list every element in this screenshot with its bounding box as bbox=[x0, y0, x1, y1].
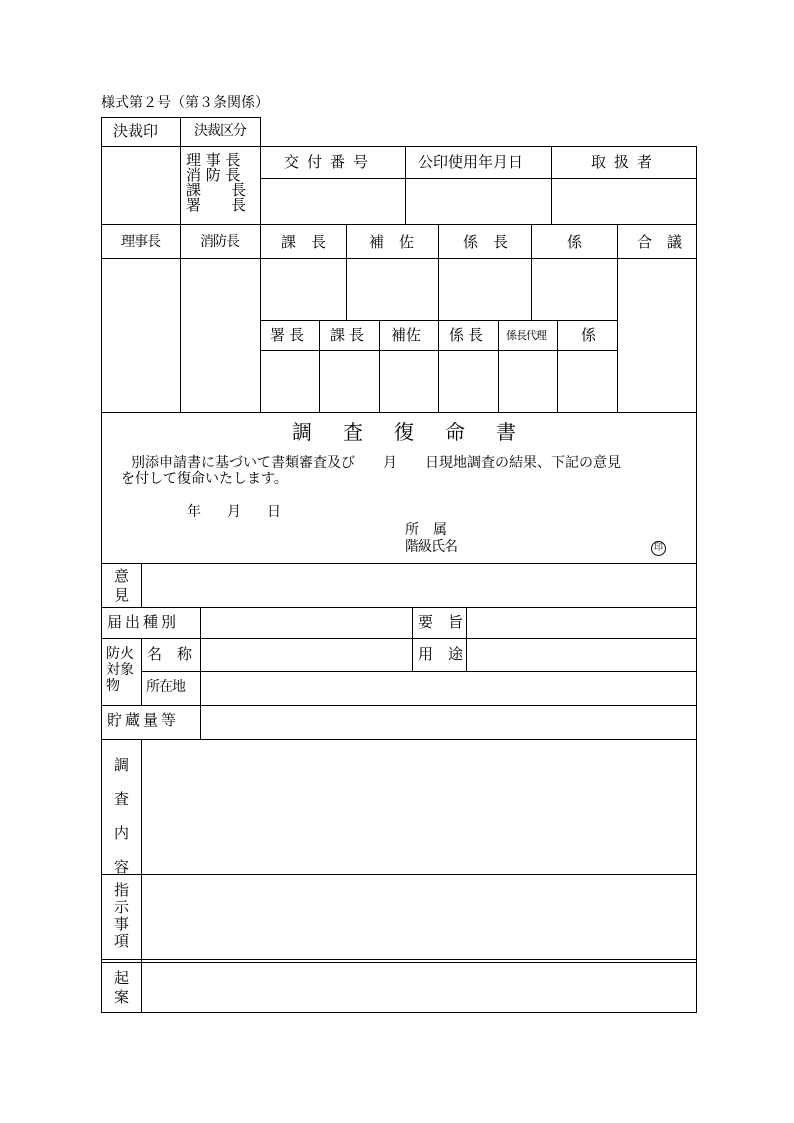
seal-icon: 印 bbox=[651, 541, 666, 556]
authority-item: 署 長 bbox=[186, 196, 247, 214]
handler-label: 取扱者 bbox=[591, 153, 661, 171]
instructions-label: 指示事項 bbox=[114, 881, 130, 950]
header-consultation: 合 議 bbox=[637, 233, 683, 251]
issue-number-label: 交付番号 bbox=[284, 153, 377, 171]
decision-category-label: 決裁区分 bbox=[194, 123, 246, 139]
name-label: 名 称 bbox=[147, 645, 193, 663]
station-subsection-label: 係長 bbox=[449, 326, 488, 344]
storage-label: 貯蔵量等 bbox=[107, 711, 180, 729]
location-label: 所在地 bbox=[146, 679, 185, 695]
report-body-line2: を付して復命いたします。 bbox=[121, 471, 288, 487]
affiliation-label: 所 属 bbox=[405, 522, 447, 538]
seal-date-label: 公印使用年月日 bbox=[418, 153, 524, 171]
fire-target-label: 防火対象物 bbox=[106, 646, 134, 694]
authority-item: 理 事 長 bbox=[186, 151, 241, 169]
station-deputy-label: 係長代理 bbox=[506, 329, 546, 342]
opinion-label: 意見 bbox=[114, 567, 130, 604]
header-chairman: 理事長 bbox=[121, 234, 160, 250]
notification-type-label: 届出種別 bbox=[107, 613, 180, 631]
form-number: 様式第２号（第３条関係） bbox=[101, 95, 269, 111]
summary-label: 要 旨 bbox=[418, 613, 464, 631]
authority-item: 課 長 bbox=[186, 181, 247, 199]
survey-content-label: 調査内容 bbox=[114, 756, 130, 876]
decision-stamp-label: 決裁印 bbox=[113, 122, 159, 140]
authority-list bbox=[186, 153, 246, 213]
report-date-line: 年 月 日 bbox=[187, 504, 287, 520]
station-head-label: 署長 bbox=[270, 326, 309, 344]
authority-item: 消 防 長 bbox=[186, 166, 241, 184]
header-section-chief: 課 長 bbox=[281, 233, 327, 251]
header-fire-chief: 消防長 bbox=[200, 234, 239, 250]
rank-name-label: 階級氏名 bbox=[405, 539, 457, 555]
header-staff: 係 bbox=[567, 233, 583, 251]
station-assistant-label: 補佐 bbox=[391, 326, 422, 344]
station-section-label: 課長 bbox=[330, 326, 369, 344]
use-label: 用 途 bbox=[418, 645, 464, 663]
header-subsection-chief: 係 長 bbox=[463, 233, 509, 251]
header-assistant: 補 佐 bbox=[369, 233, 415, 251]
draft-label: 起案 bbox=[114, 969, 130, 1006]
station-staff-label: 係 bbox=[581, 326, 597, 344]
report-body-line1: 別添申請書に基づいて書類審査及び 月 日現地調査の結果、下記の意見 bbox=[131, 455, 621, 471]
report-title: 調査復命書 bbox=[292, 420, 547, 444]
